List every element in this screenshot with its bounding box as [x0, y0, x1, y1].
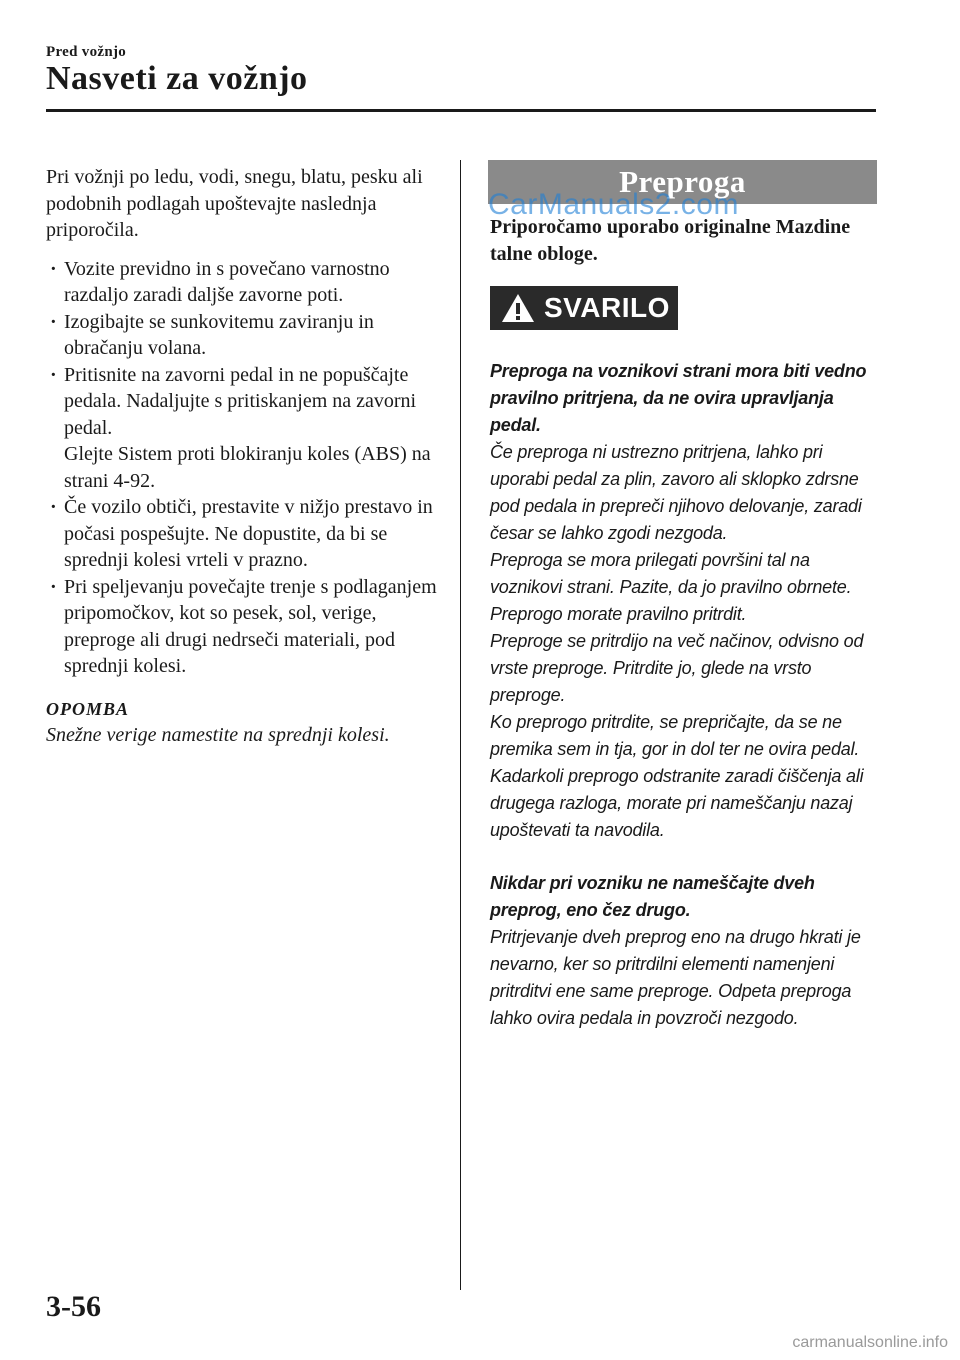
warning-heading: Nikdar pri vozniku ne nameščajte dveh preprog, eno čez drugo. [490, 873, 815, 920]
warning-heading: Preproga na voznikovi strani mora biti vedno pravilno pritrjena, da ne ovira upravljanja pedal. [490, 361, 867, 435]
list-item-text: Izogibajte se sunkovitemu zaviranju in obračanju volana. [64, 310, 374, 359]
column-divider [460, 160, 461, 1290]
note-label: OPOMBA [46, 698, 130, 719]
footer-watermark[interactable]: carmanualsonline.info [792, 1334, 948, 1351]
bullet-dot: · [50, 363, 57, 386]
section-label: Pred vožnjo [46, 44, 127, 60]
list-item [46, 494, 441, 574]
list-item [46, 362, 441, 495]
warning-paragraph: Ko preprogo pritrdite, se prepričajte, da se ne premika sem in tja, gor in dol ter ne ovira pedal. [490, 712, 860, 759]
list-item-text: Pri speljevanju povečajte trenje s podlaganjem pripomočkov, kot so pesek, sol, verige, preproge ali drugi nedrseči materiali, pod sprednji kolesi. [64, 575, 437, 677]
list-item-text: Pritisnite na zavorni pedal in ne popuščajte pedala. Nadaljujte s pritiskanjem na zavorni pedal. [64, 363, 417, 439]
bullet-dot: · [50, 575, 57, 598]
bullet-dot: · [50, 257, 57, 280]
cross-reference-link[interactable]: Glejte Sistem proti blokiranju koles (ABS) na strani 4-92. [64, 443, 431, 492]
list-item [46, 309, 441, 362]
warning-paragraph: Preproge se pritrdijo na več načinov, odvisno od vrste preproge. Pritrdite jo, glede na vrsto preproge. [490, 631, 864, 705]
bullet-dot: · [50, 496, 57, 518]
warning-triangle-icon [500, 292, 536, 324]
section-banner: Preproga [488, 160, 877, 204]
heading-rule [46, 109, 876, 112]
tips-list [46, 256, 441, 680]
watermark: CarManuals2.com [488, 188, 739, 221]
list-item-text: Vozite previdno in s povečano varnostno razdaljo zaradi daljše zavorne poti. [64, 257, 390, 306]
warning-paragraph: Preproga se mora prilegati površini tal na voznikovi strani. Pazite, da jo pravilno obrnete. [490, 550, 852, 597]
page-title: Nasveti za vožnjo [46, 60, 308, 97]
warning-badge [490, 286, 678, 330]
note-text: Snežne verige namestite na sprednji kolesi. [46, 724, 390, 746]
recommendation-text: Priporočamo uporabo originalne Mazdine talne obloge. [490, 216, 851, 265]
warning-paragraph: Preprogo morate pravilno pritrdit. [490, 604, 747, 624]
list-item [46, 256, 441, 309]
right-column [490, 160, 878, 1032]
left-column [46, 164, 441, 749]
list-item-text: Če vozilo obtiči, prestavite v nižjo prestavo in počasi pospešujte. Ne dopustite, da bi se sprednji kolesi vrteli v prazno. [64, 496, 433, 571]
warning-paragraph: Če preproga ni ustrezno pritrjena, lahko pri uporabi pedal za plin, zavoro ali sklopko zdrsne pod pedala in prepreči njihovo delovanje, zaradi česar se lahko zgodi nezgoda. [490, 442, 862, 543]
page-number: 3-56 [46, 1290, 101, 1323]
warning-paragraph: Kadarkoli preprogo odstranite zaradi čiščenja ali drugega razloga, morate pri nameščanju nazaj upoštevati ta navodila. [490, 766, 864, 840]
warning-paragraph: Pritrjevanje dveh preprog eno na drugo hkrati je nevarno, ker so pritrdilni elementi namenjeni pritrditvi ene same preproge. Odpeta preproga lahko ovira pedala in povzroči nezgodo. [490, 927, 861, 1028]
warning-title: SVARILO [544, 292, 670, 323]
bullet-dot: · [50, 310, 57, 333]
warning-body [490, 358, 878, 1032]
intro-paragraph: Pri vožnji po ledu, vodi, snegu, blatu, pesku ali podobnih podlagah upoštevajte naslednja priporočila. [46, 166, 423, 241]
list-item [46, 574, 441, 680]
